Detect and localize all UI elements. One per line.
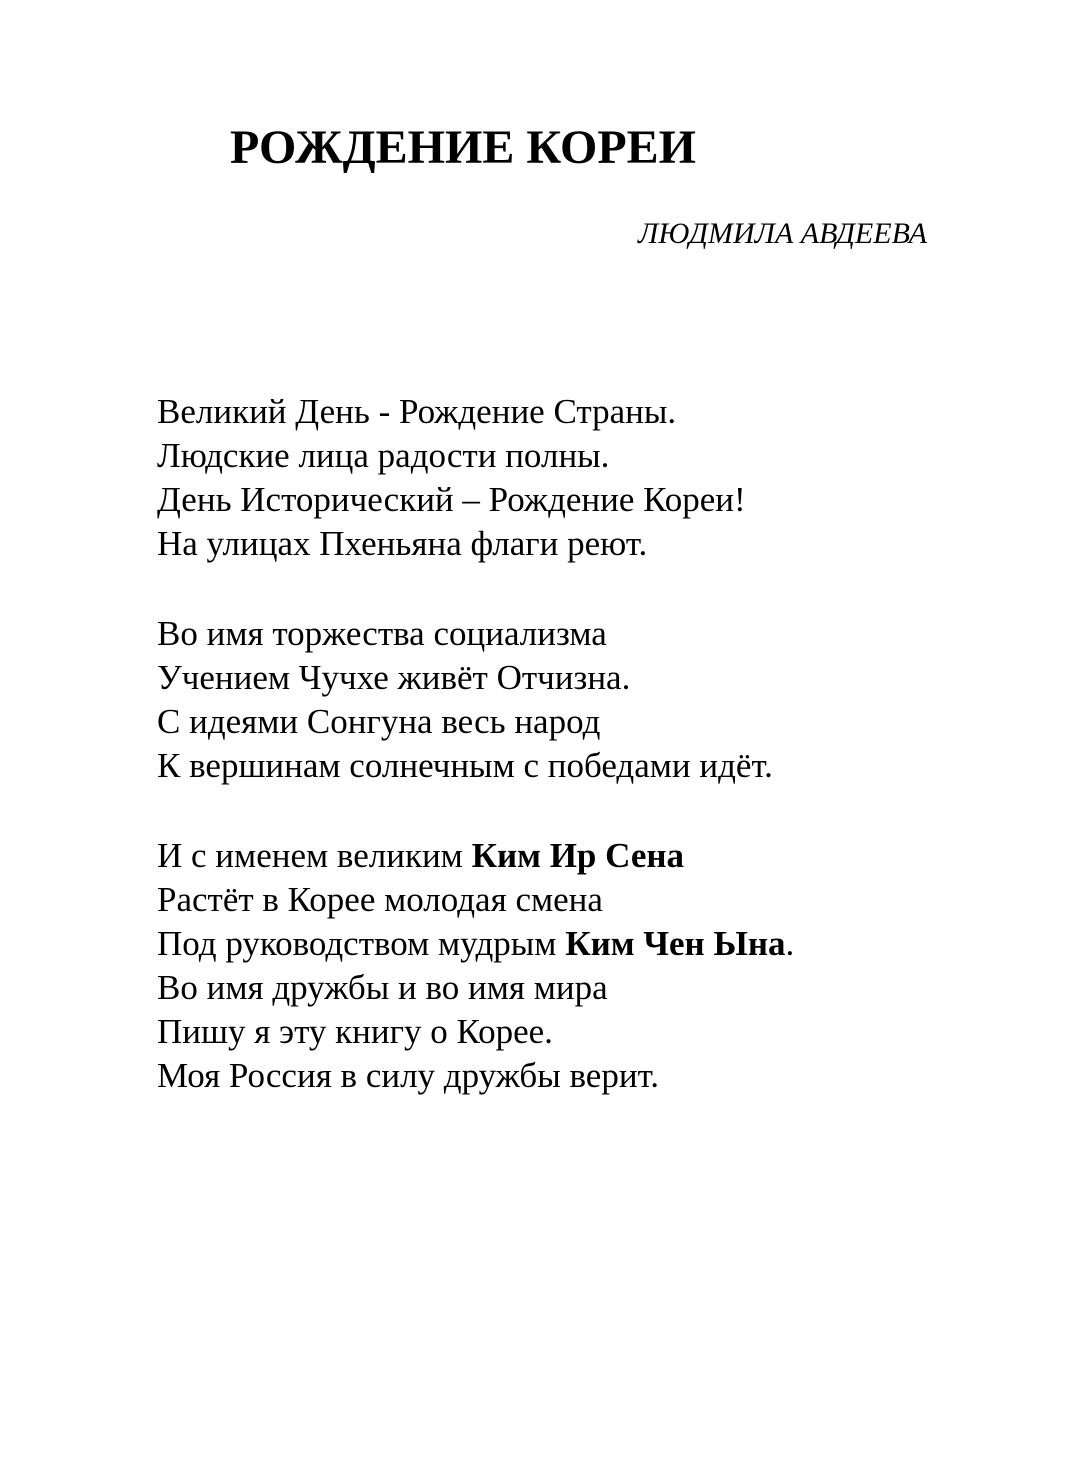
poem-line: С идеями Сонгуна весь народ — [157, 702, 601, 741]
poem-body — [157, 390, 1057, 1144]
name-emphasis: Ким Чен Ына — [565, 924, 786, 963]
poem-line: Во имя торжества социализма — [157, 614, 607, 653]
poem-line: Людские лица радости полны. — [157, 436, 610, 475]
line-end: . — [785, 924, 795, 963]
stanza-1 — [157, 390, 1057, 566]
poem-line — [157, 834, 1057, 878]
stanza-2 — [157, 612, 1057, 788]
poem-line: На улицах Пхеньяна флаги реют. — [157, 524, 648, 563]
poem-line: Великий День - Рождение Страны. — [157, 392, 677, 431]
line-text: Под руководством мудрым — [157, 924, 566, 963]
poem-line: Пишу я эту книгу о Корее. — [157, 1012, 553, 1051]
poem-line — [157, 922, 1057, 966]
poem-line: К вершинам солнечным с победами идёт. — [157, 746, 773, 785]
poem-line: Растёт в Корее молодая смена — [157, 880, 603, 919]
line-text: И с именем великим — [157, 836, 472, 875]
poem-line: Учением Чучхе живёт Отчизна. — [157, 658, 631, 697]
poem-title: РОЖДЕНИЕ КОРЕИ — [230, 121, 696, 174]
poem-author: ЛЮДМИЛА АВДЕЕВА — [638, 217, 928, 250]
poem-line: День Исторический – Рождение Кореи! — [157, 480, 746, 519]
poem-line: Во имя дружбы и во имя мира — [157, 968, 608, 1007]
name-emphasis: Ким Ир Сена — [471, 836, 685, 875]
stanza-3 — [157, 834, 1057, 1098]
poem-line: Моя Россия в силу дружбы верит. — [157, 1056, 659, 1095]
